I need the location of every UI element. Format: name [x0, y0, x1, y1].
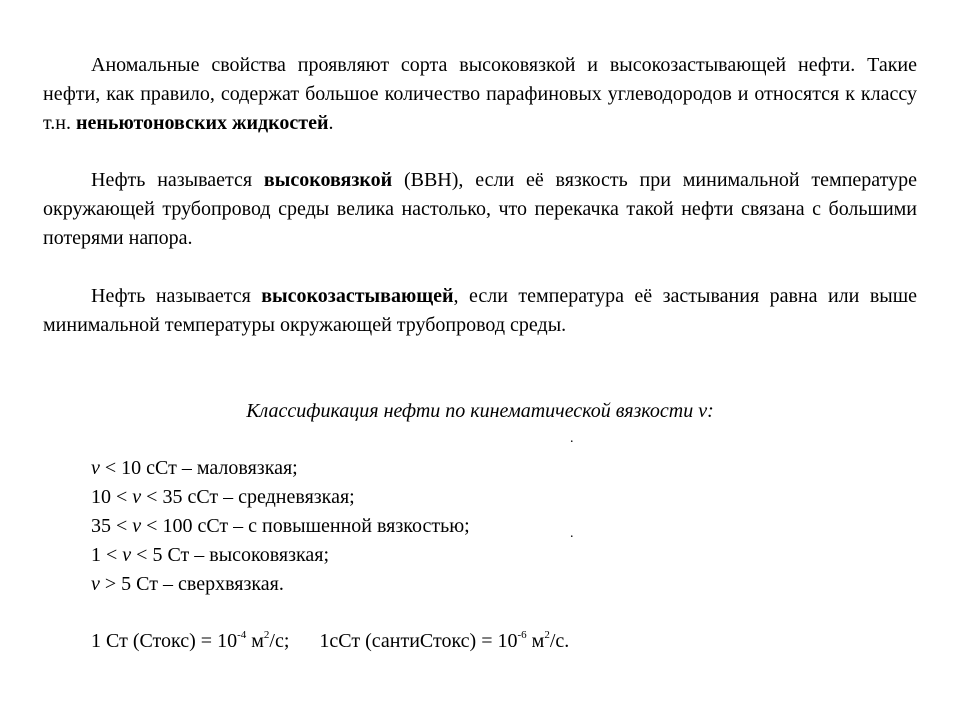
list-item: 35 < ν < 100 сСт – с повышенной вязкостью;: [91, 515, 470, 537]
p3-bold-term: высокозастывающей: [261, 285, 454, 307]
p1-text-after: .: [328, 112, 334, 134]
list-item: 1 < ν < 5 Ст – высоковязкая;: [91, 544, 330, 566]
p2-text-after: (ВВН), если её вязкость при минимальной температуре окружающей трубопровод среды велика настолько, что перекачка такой нефти связана с большими потерями напора.: [43, 169, 917, 249]
list-item: 10 < ν < 35 сСт – средневязкая;: [91, 486, 355, 508]
classification-heading: Классификация нефти по кинематической вязкости ν:: [246, 400, 714, 422]
list-item: ν > 5 Ст – сверхвязкая.: [91, 573, 284, 595]
stokes-definition: 1 Ст (Стокс) = $10^{-4}$ $м^2/с$;: [91, 629, 290, 652]
stray-dot-2: .: [570, 526, 574, 541]
paragraph-high-pour-point-definition: [43, 282, 917, 340]
p1-bold-term: неньютоновских жидкостей: [75, 112, 329, 134]
p3-text-before: Нефть называется: [91, 285, 262, 307]
centistokes-definition: 1сСт (сантиСтокс) = $10^{-6}$ $м^2/с$.: [319, 629, 570, 652]
units-conversion-line: [91, 627, 569, 656]
nu-symbol: ν: [91, 457, 100, 479]
nu-symbol: ν: [91, 573, 100, 595]
nu-symbol: ν: [132, 515, 142, 537]
p2-bold-term: высоковязкой: [263, 169, 393, 191]
list-item: ν < 10 сСт – маловязкая;: [91, 457, 298, 479]
p2-text-before: Нефть называется: [91, 169, 264, 191]
viscosity-classification-list: [91, 454, 470, 599]
p3-text-after: , если температура её застывания равна или выше минимальной температуры окружающей трубопровод среды.: [43, 285, 917, 336]
stray-dot-1: .: [570, 431, 574, 446]
nu-symbol: ν: [122, 544, 132, 566]
paragraph-high-viscosity-definition: [43, 166, 917, 253]
p1-text-before: Аномальные свойства проявляют сорта высоковязкой и высокозастывающей нефти. Такие нефти, как правило, содержат большое количество парафиновых углеводородов и относятся к классу т.н.: [43, 54, 917, 134]
paragraph-anomalous-properties: [43, 51, 917, 138]
nu-symbol: ν: [132, 486, 142, 508]
